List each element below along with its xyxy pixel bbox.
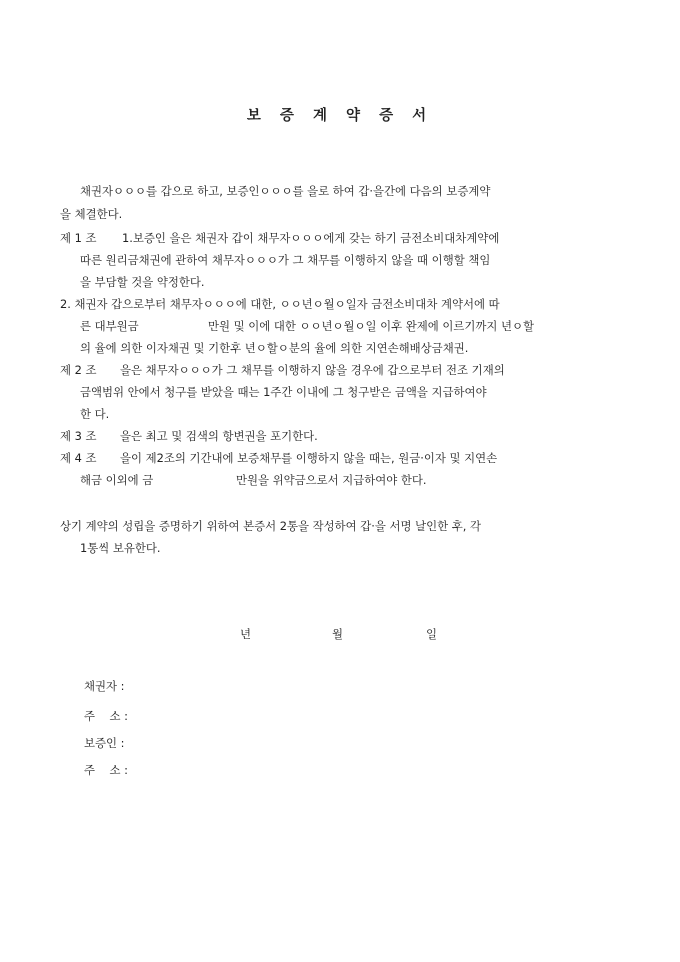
article-1-line-3: [0, 272, 680, 292]
closing-text-2: 1통씩 보유한다.: [80, 541, 161, 555]
article-1-p2-line-3: [0, 338, 680, 358]
article-1-p2-line-1: [0, 294, 680, 314]
article-1-text-2: 따른 원리금채권에 관하여 채무자ㅇㅇㅇ가 그 채무를 이행하지 않을 때 이행할 책임: [80, 253, 491, 267]
article-1-line-1: [0, 228, 680, 248]
article-2-text-1: 을은 채무자ㅇㅇㅇ가 그 채무를 이행하지 않을 경우에 갑으로부터 전조 기재의: [120, 363, 505, 377]
intro-line-1: [0, 181, 680, 201]
guarantor-address-label: 주 소 :: [84, 763, 128, 777]
intro-text-2: 을 체결한다.: [60, 207, 123, 221]
article-2-text-3: 한 다.: [80, 407, 110, 421]
guarantor-label: 보증인 :: [84, 736, 125, 750]
creditor-address-label: 주 소 :: [84, 709, 128, 723]
article-4-text-1: 을이 제2조의 기간내에 보증채무를 이행하지 않을 때는, 원금·이자 및 지연손: [120, 451, 498, 465]
date-day: 일: [426, 627, 438, 641]
article-3-label: 제 3 조: [60, 429, 97, 443]
intro-line-2: [0, 204, 680, 224]
article-3-line-1: [0, 426, 680, 446]
closing-line-1: [0, 516, 680, 536]
article-2-line-2: [0, 382, 680, 402]
article-1-text-3: 을 부담할 것을 약정한다.: [80, 275, 205, 289]
article-2-text-2: 금액범위 안에서 청구를 받았을 때는 1주간 이내에 그 청구받은 금액을 지급하여야: [80, 385, 487, 399]
document-title: 보 증 계 약 증 서: [246, 108, 434, 124]
signature-creditor-address: [0, 706, 680, 726]
article-1-label: 제 1 조: [60, 231, 97, 245]
signature-guarantor-address: [0, 760, 680, 780]
article-1-p2-text-1: 2. 채권자 갑으로부터 채무자ㅇㅇㅇ에 대한, ㅇㅇ년ㅇ월ㅇ일자 금전소비대차 계약서에 따: [60, 297, 500, 311]
intro-text-1: 채권자ㅇㅇㅇ를 갑으로 하고, 보증인ㅇㅇㅇ를 을로 하여 갑·을간에 다음의 보증계약: [80, 184, 491, 198]
creditor-label: 채권자 :: [84, 679, 125, 693]
article-2-line-3: [0, 404, 680, 424]
closing-text-1: 상기 계약의 성립을 증명하기 위하여 본증서 2통을 작성하여 갑·을 서명 날인한 후, 각: [60, 519, 482, 533]
article-4-line-2: [0, 470, 680, 490]
article-4-text-2b: 만원을 위약금으로서 지급하여야 한다.: [236, 473, 427, 487]
signature-guarantor: [0, 733, 680, 753]
article-1-p2-text-2b: 만원 및 이에 대한 ㅇㅇ년ㅇ월ㅇ일 이후 완제에 이르기까지 년ㅇ할: [208, 319, 535, 333]
article-4-text-2a: 해금 이외에 금: [80, 473, 154, 487]
article-2-label: 제 2 조: [60, 363, 97, 377]
signature-creditor: [0, 676, 680, 696]
date-month: 월: [332, 627, 344, 641]
article-4-line-1: [0, 448, 680, 468]
article-3-text-1: 을은 최고 및 검색의 항변권을 포기한다.: [120, 429, 318, 443]
article-1-p2-text-2a: 른 대부원금: [80, 319, 139, 333]
date-year: 년: [240, 627, 252, 641]
article-1-line-2: [0, 250, 680, 270]
article-1-p2-text-3: 의 율에 의한 이자채권 및 기한후 년ㅇ할ㅇ분의 율에 의한 지연손해배상금채권.: [80, 341, 469, 355]
article-1-p2-line-2: [0, 316, 680, 336]
article-1-text-1: 1.보증인 을은 채권자 갑이 채무자ㅇㅇㅇ에게 갖는 하기 금전소비대차계약에: [122, 231, 500, 245]
closing-line-2: [0, 538, 680, 558]
article-4-label: 제 4 조: [60, 451, 97, 465]
date-line: [0, 624, 680, 644]
article-2-line-1: [0, 360, 680, 380]
